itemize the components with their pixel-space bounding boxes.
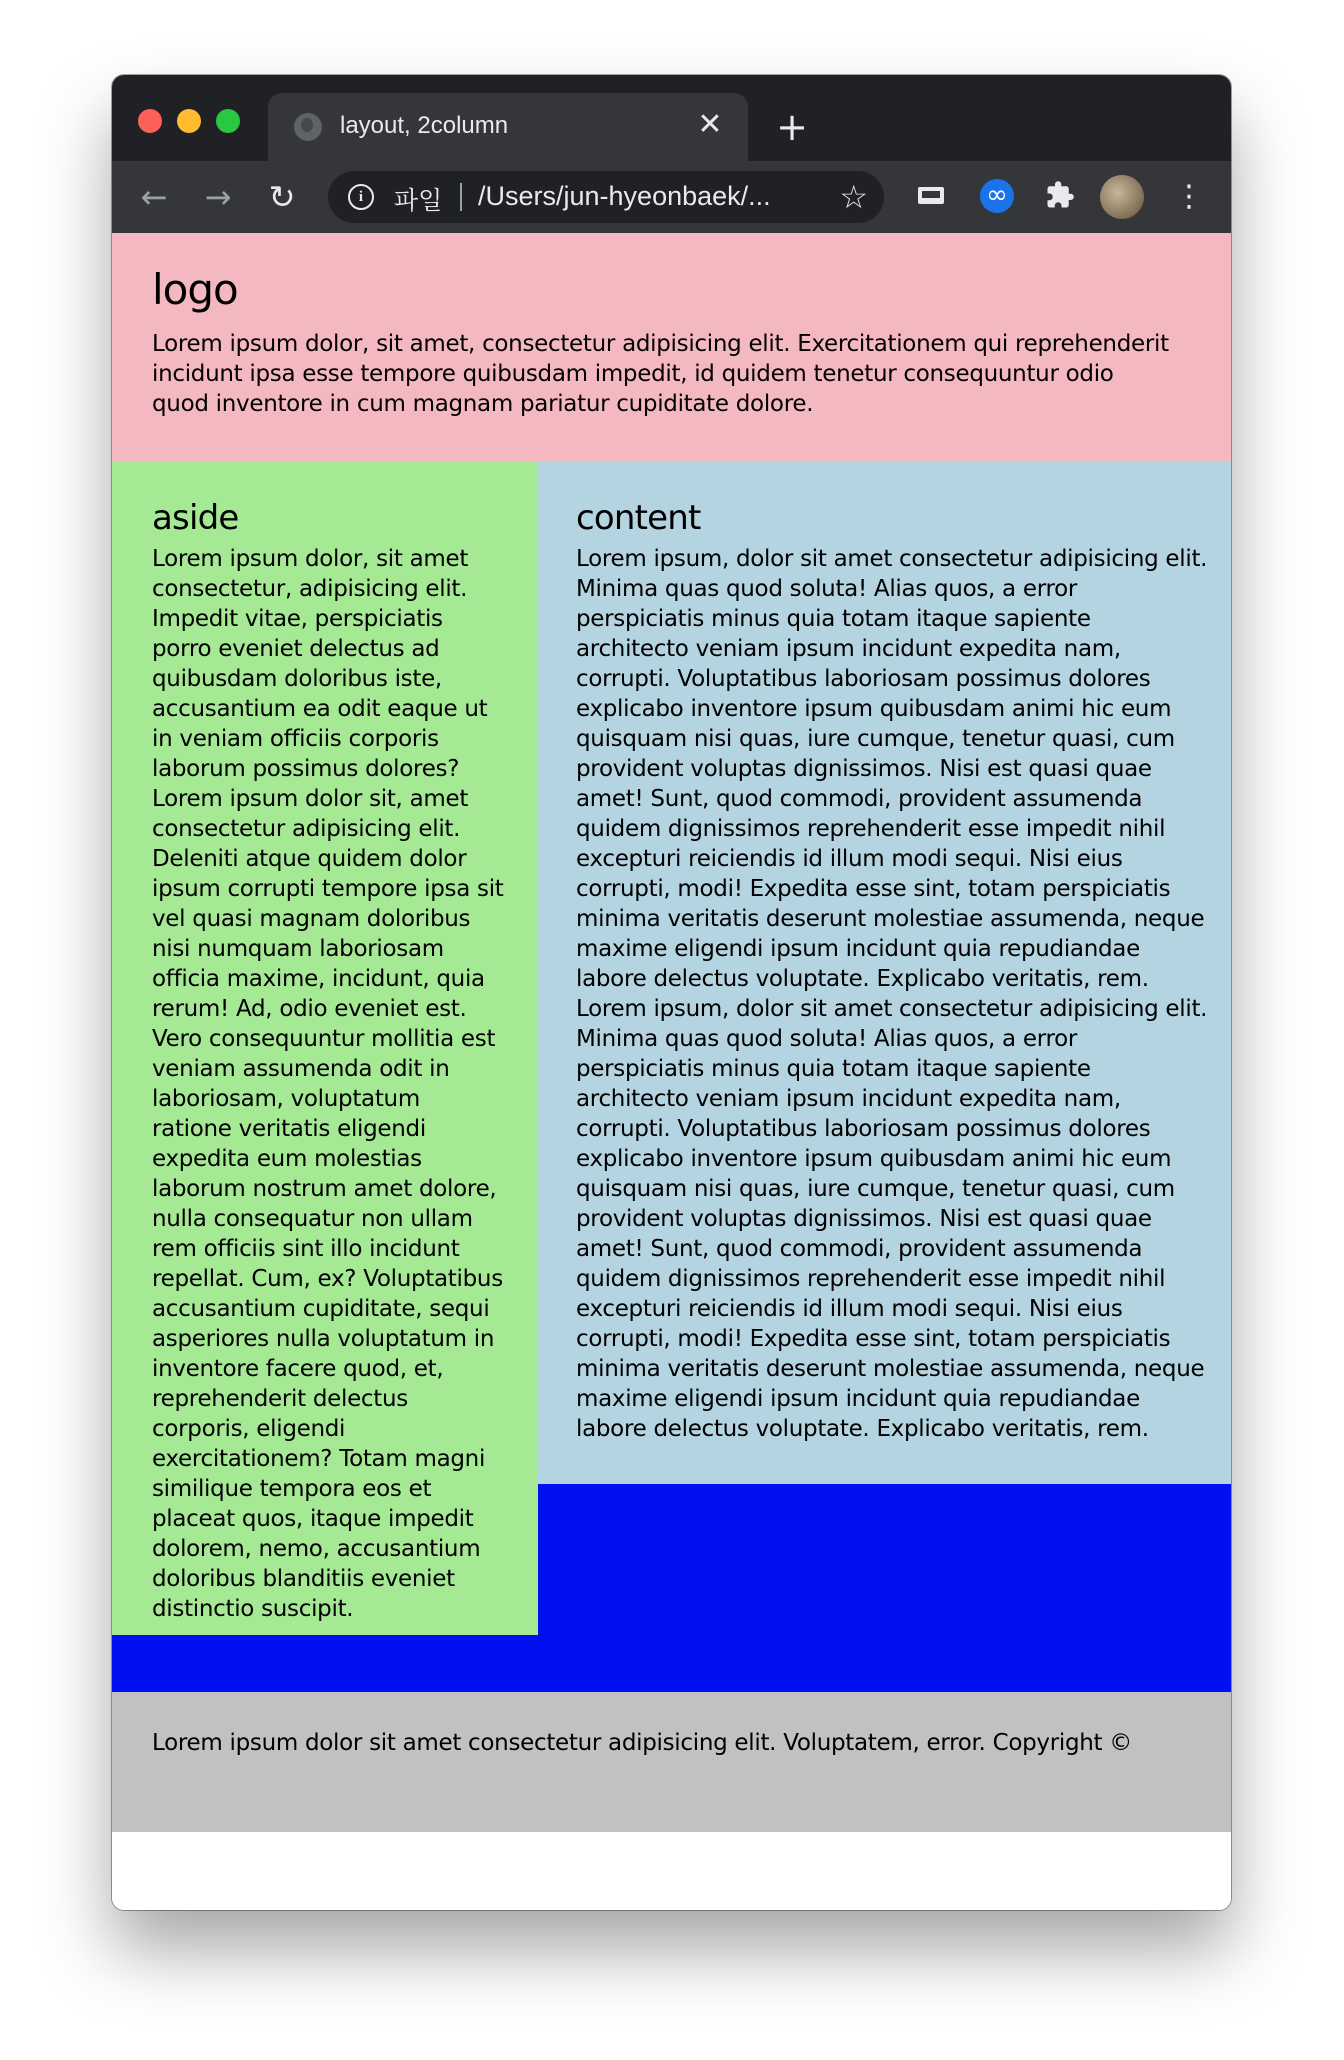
aside-heading: aside	[152, 498, 239, 538]
page-footer	[112, 1692, 1231, 1832]
avatar[interactable]	[1100, 175, 1144, 219]
aside-text: Lorem ipsum dolor, sit amet consectetur, adipisicing elit. Impedit vitae, perspiciatis porro eveniet delectus ad quibusdam doloribus iste, accusantium ea odit eaque ut in veniam officiis corporis laborum possimus dolores? Lorem ipsum dolor sit, amet consectetur adipisicing elit. Deleniti atque quidem dolor ipsum corrupti tempore ipsa sit vel quasi magnam doloribus nisi numquam laboriosam officia maxime, incidunt, quia rerum! Ad, odio eveniet est. Vero consequuntur mollitia est veniam assumenda odit in laboriosam, voluptatum ratione veritatis eligendi expedita eum molestias laborum nostrum amet dolore, nulla consequatur non ullam rem officiis sint illo incidunt repellat. Cum, ex? Voluptatibus accusantium cupiditate, sequi asperiores nulla voluptatum in inventore facere quod, et, reprehenderit delectus corporis, eligendi exercitationem? Totam magni similique tempora eos et placeat quos, itaque impedit dolorem, nemo, accusantium doloribus blanditiis eveniet distinctio suscipit.	[152, 546, 504, 1622]
address-divider	[460, 183, 462, 211]
tab-title: layout, 2column	[340, 112, 509, 139]
scheme-label: 파일	[394, 186, 443, 215]
footer-text: Lorem ipsum dolor sit amet consectetur adipisicing elit. Voluptatem, error. Copyright ©	[152, 1730, 1132, 1756]
zoom-window-button[interactable]	[216, 109, 240, 133]
content-text: Lorem ipsum, dolor sit amet consectetur adipisicing elit. Minima quas quod soluta! Alias quos, a error perspiciatis minus quia totam itaque sapiente architecto veniam ipsum incidunt expedita nam, corrupti. Voluptatibus laboriosam possimus dolores explicabo inventore ipsum quibusdam animi hic eum quisquam nisi quas, iure cumque, tenetur quasi, cum provident voluptas dignissimos. Nisi est quasi quae amet! Sunt, quod commodi, provident assumenda quidem dignissimos reprehenderit esse impedit nihil excepturi reiciendis id illum modi sequi. Nisi eius corrupti, modi! Expedita esse sint, totam perspiciatis minima veritatis deserunt molestiae assumenda, neque maxime eligendi ipsum incidunt quia repudiandae labore delectus voluptate. Explicabo veritatis, rem. Lorem ipsum, dolor sit amet consectetur adipisicing elit. Minima quas quod soluta! Alias quos, a error perspiciatis minus quia totam itaque sapiente architecto veniam ipsum incidunt expedita nam, corrupti. Voluptatibus laboriosam possimus dolores explicabo inventore ipsum quibusdam animi hic eum quisquam nisi quas, iure cumque, tenetur quasi, cum provident voluptas dignissimos. Nisi est quasi quae amet! Sunt, quod commodi, provident assumenda quidem dignissimos reprehenderit esse impedit nihil excepturi reiciendis id illum modi sequi. Nisi eius corrupti, modi! Expedita esse sint, totam perspiciatis minima veritatis deserunt molestiae assumenda, neque maxime eligendi ipsum incidunt quia repudiandae labore delectus voluptate. Explicabo veritatis, rem.	[576, 546, 1208, 1442]
puzzle-extensions-icon[interactable]	[1040, 175, 1080, 215]
content-heading: content	[576, 498, 701, 538]
tab-bar	[112, 75, 1231, 161]
close-window-button[interactable]	[138, 109, 162, 133]
browser-toolbar	[112, 161, 1231, 233]
header-text: Lorem ipsum dolor, sit amet, consectetur adipisicing elit. Exercitationem qui reprehenderit incidunt ipsa esse tempore quibusdam impedit, id quidem tenetur consequuntur odio quod inventore in cum magnam pariatur cupiditate dolore.	[152, 331, 1169, 417]
minimize-window-button[interactable]	[177, 109, 201, 133]
more-vertical-icon[interactable]: ⋮	[1174, 179, 1204, 214]
page-header	[112, 233, 1231, 462]
browser-window	[112, 75, 1231, 1910]
info-icon[interactable]: i	[348, 184, 374, 210]
globe-icon	[294, 113, 322, 141]
tab-active[interactable]	[268, 93, 748, 161]
plus-icon[interactable]: +	[776, 105, 808, 149]
address-bar[interactable]	[328, 171, 884, 223]
page-viewport	[112, 233, 1231, 1910]
monitor-extension-icon[interactable]	[918, 187, 944, 204]
cloud-extension-icon[interactable]	[980, 179, 1014, 213]
aside-column	[112, 462, 538, 1635]
main-section	[112, 462, 1231, 1692]
logo-heading: logo	[152, 265, 238, 314]
reload-icon[interactable]: ↻	[268, 178, 296, 216]
close-icon[interactable]: ✕	[697, 107, 723, 142]
arrow-right-icon[interactable]: →	[204, 178, 232, 216]
arrow-left-icon[interactable]: ←	[140, 178, 168, 216]
url-text[interactable]: /Users/jun-hyeonbaek/...	[478, 181, 771, 211]
star-icon[interactable]: ☆	[839, 178, 868, 216]
content-column	[538, 462, 1231, 1484]
